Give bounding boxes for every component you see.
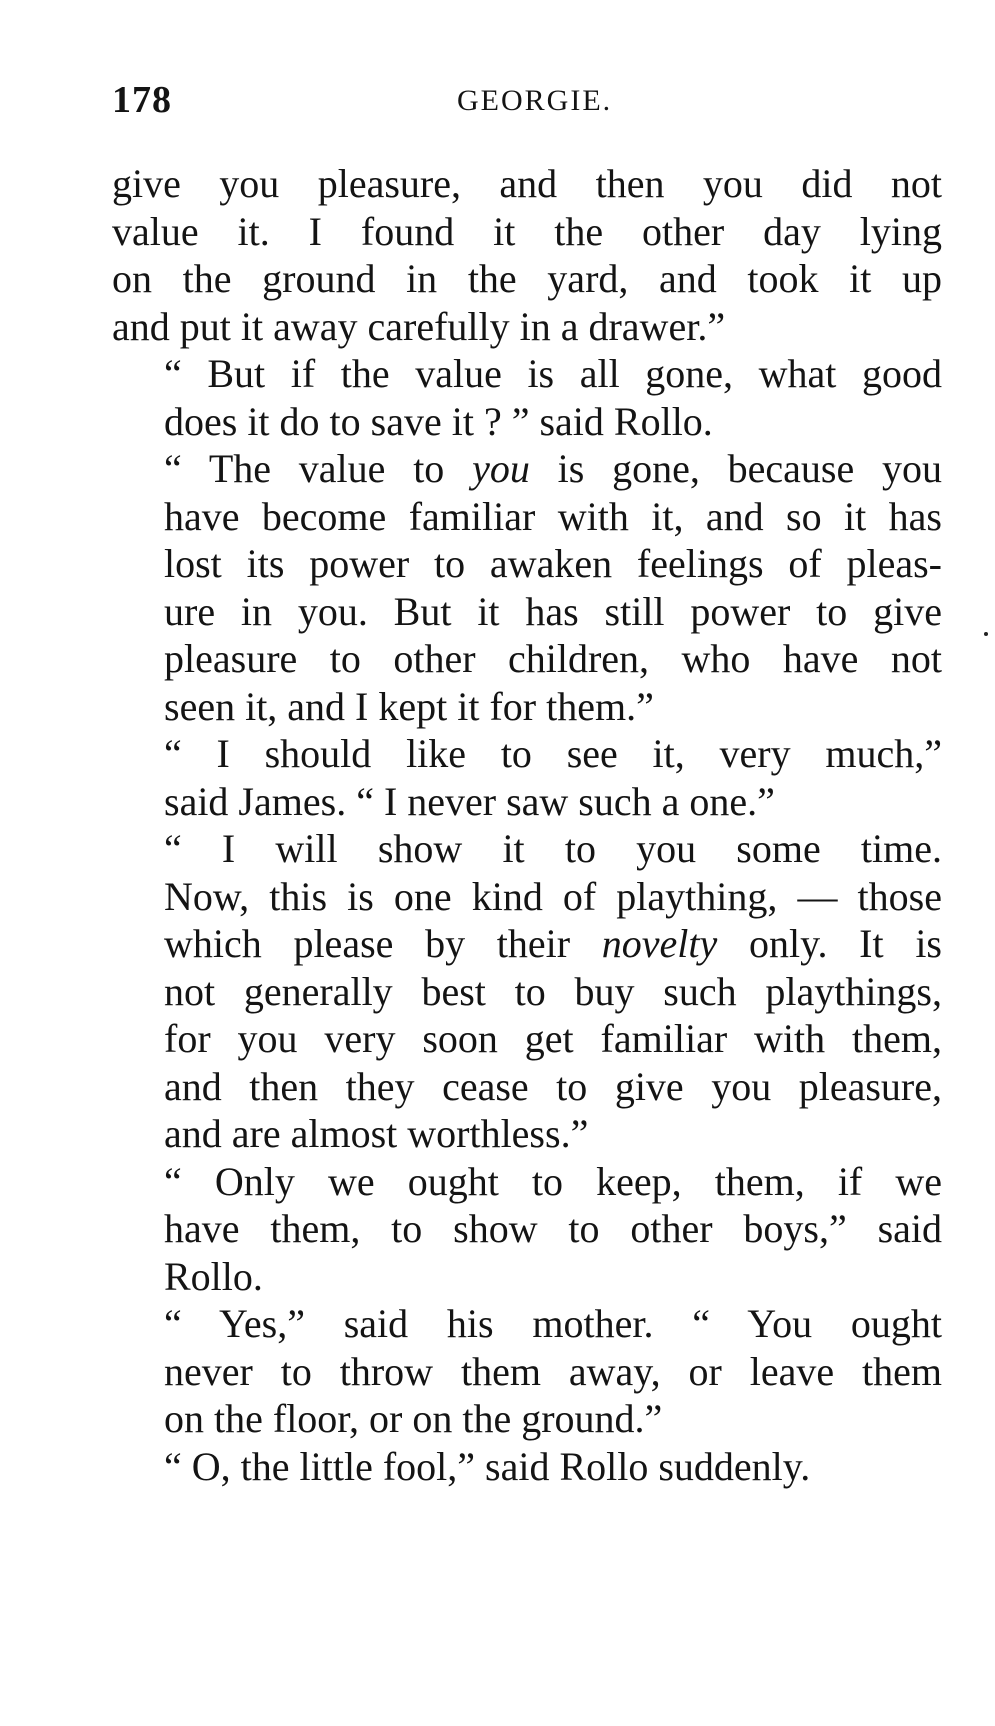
text-line: have them, to show to other boys,” said [164, 1206, 942, 1251]
text-line: on the floor, or on the ground.” [164, 1396, 663, 1441]
paragraph [112, 160, 942, 350]
paragraph [112, 1158, 942, 1301]
text-line: does it do to save it ? ” said Rollo. [164, 398, 713, 444]
text-line: on the ground in the yard, and took it up [112, 256, 942, 301]
text-line: and are almost worthless.” [164, 1111, 589, 1156]
text-line: “ I should like to see it, very much,” [164, 731, 942, 776]
text-line: pleasure to other children, who have not [164, 636, 942, 681]
paragraph [112, 1443, 942, 1491]
text-line: “ But if the value is all gone, what good [164, 351, 942, 396]
text-line: have become familiar with it, and so it has [164, 493, 942, 539]
text-line: and then they cease to give you pleasure, [164, 1063, 942, 1109]
text-line: lost its power to awaken feelings of pleas- [164, 541, 942, 586]
text-line: never to throw them away, or leave them [164, 1348, 942, 1394]
text-line: “ I will show it to you some time. [164, 826, 942, 871]
text-line: Now, this is one kind of plaything, — those [164, 873, 942, 919]
text-line: “ The value to you is gone, because you [164, 446, 943, 491]
text-line: “ Only we ought to keep, them, if we [164, 1158, 942, 1204]
running-head: GEORGIE. [457, 84, 613, 117]
text-line: Rollo. [164, 1253, 263, 1299]
paragraph [112, 350, 942, 445]
text-line: not generally best to buy such playthings, [164, 968, 942, 1014]
text-line: “ Yes,” said his mother. “ You ought [164, 1301, 942, 1346]
text-line: seen it, and I kept it for them.” [164, 683, 654, 729]
text-line: for you very soon get familiar with them, [164, 1016, 942, 1061]
paragraph [112, 730, 942, 825]
text-line: ure in you. But it has still power to give [164, 588, 942, 634]
body-text [112, 160, 942, 1490]
paragraph [112, 1300, 942, 1443]
text-line: “ O, the little fool,” said Rollo suddenly. [164, 1443, 811, 1489]
italic-word: novelty [601, 921, 718, 966]
page-number: 178 [112, 79, 172, 121]
paragraph [112, 825, 942, 1158]
text-line: give you pleasure, and then you did not [112, 161, 942, 206]
text-line: said James. “ I never saw such a one.” [164, 778, 775, 824]
italic-word: you [472, 446, 530, 491]
paragraph [112, 445, 942, 730]
text-line: value it. I found it the other day lying [112, 208, 942, 254]
print-speck [984, 632, 988, 636]
page-header [112, 78, 942, 128]
text-line: and put it away carefully in a drawer.” [112, 303, 726, 349]
text-line: which please by their novelty only. It is [164, 921, 942, 966]
